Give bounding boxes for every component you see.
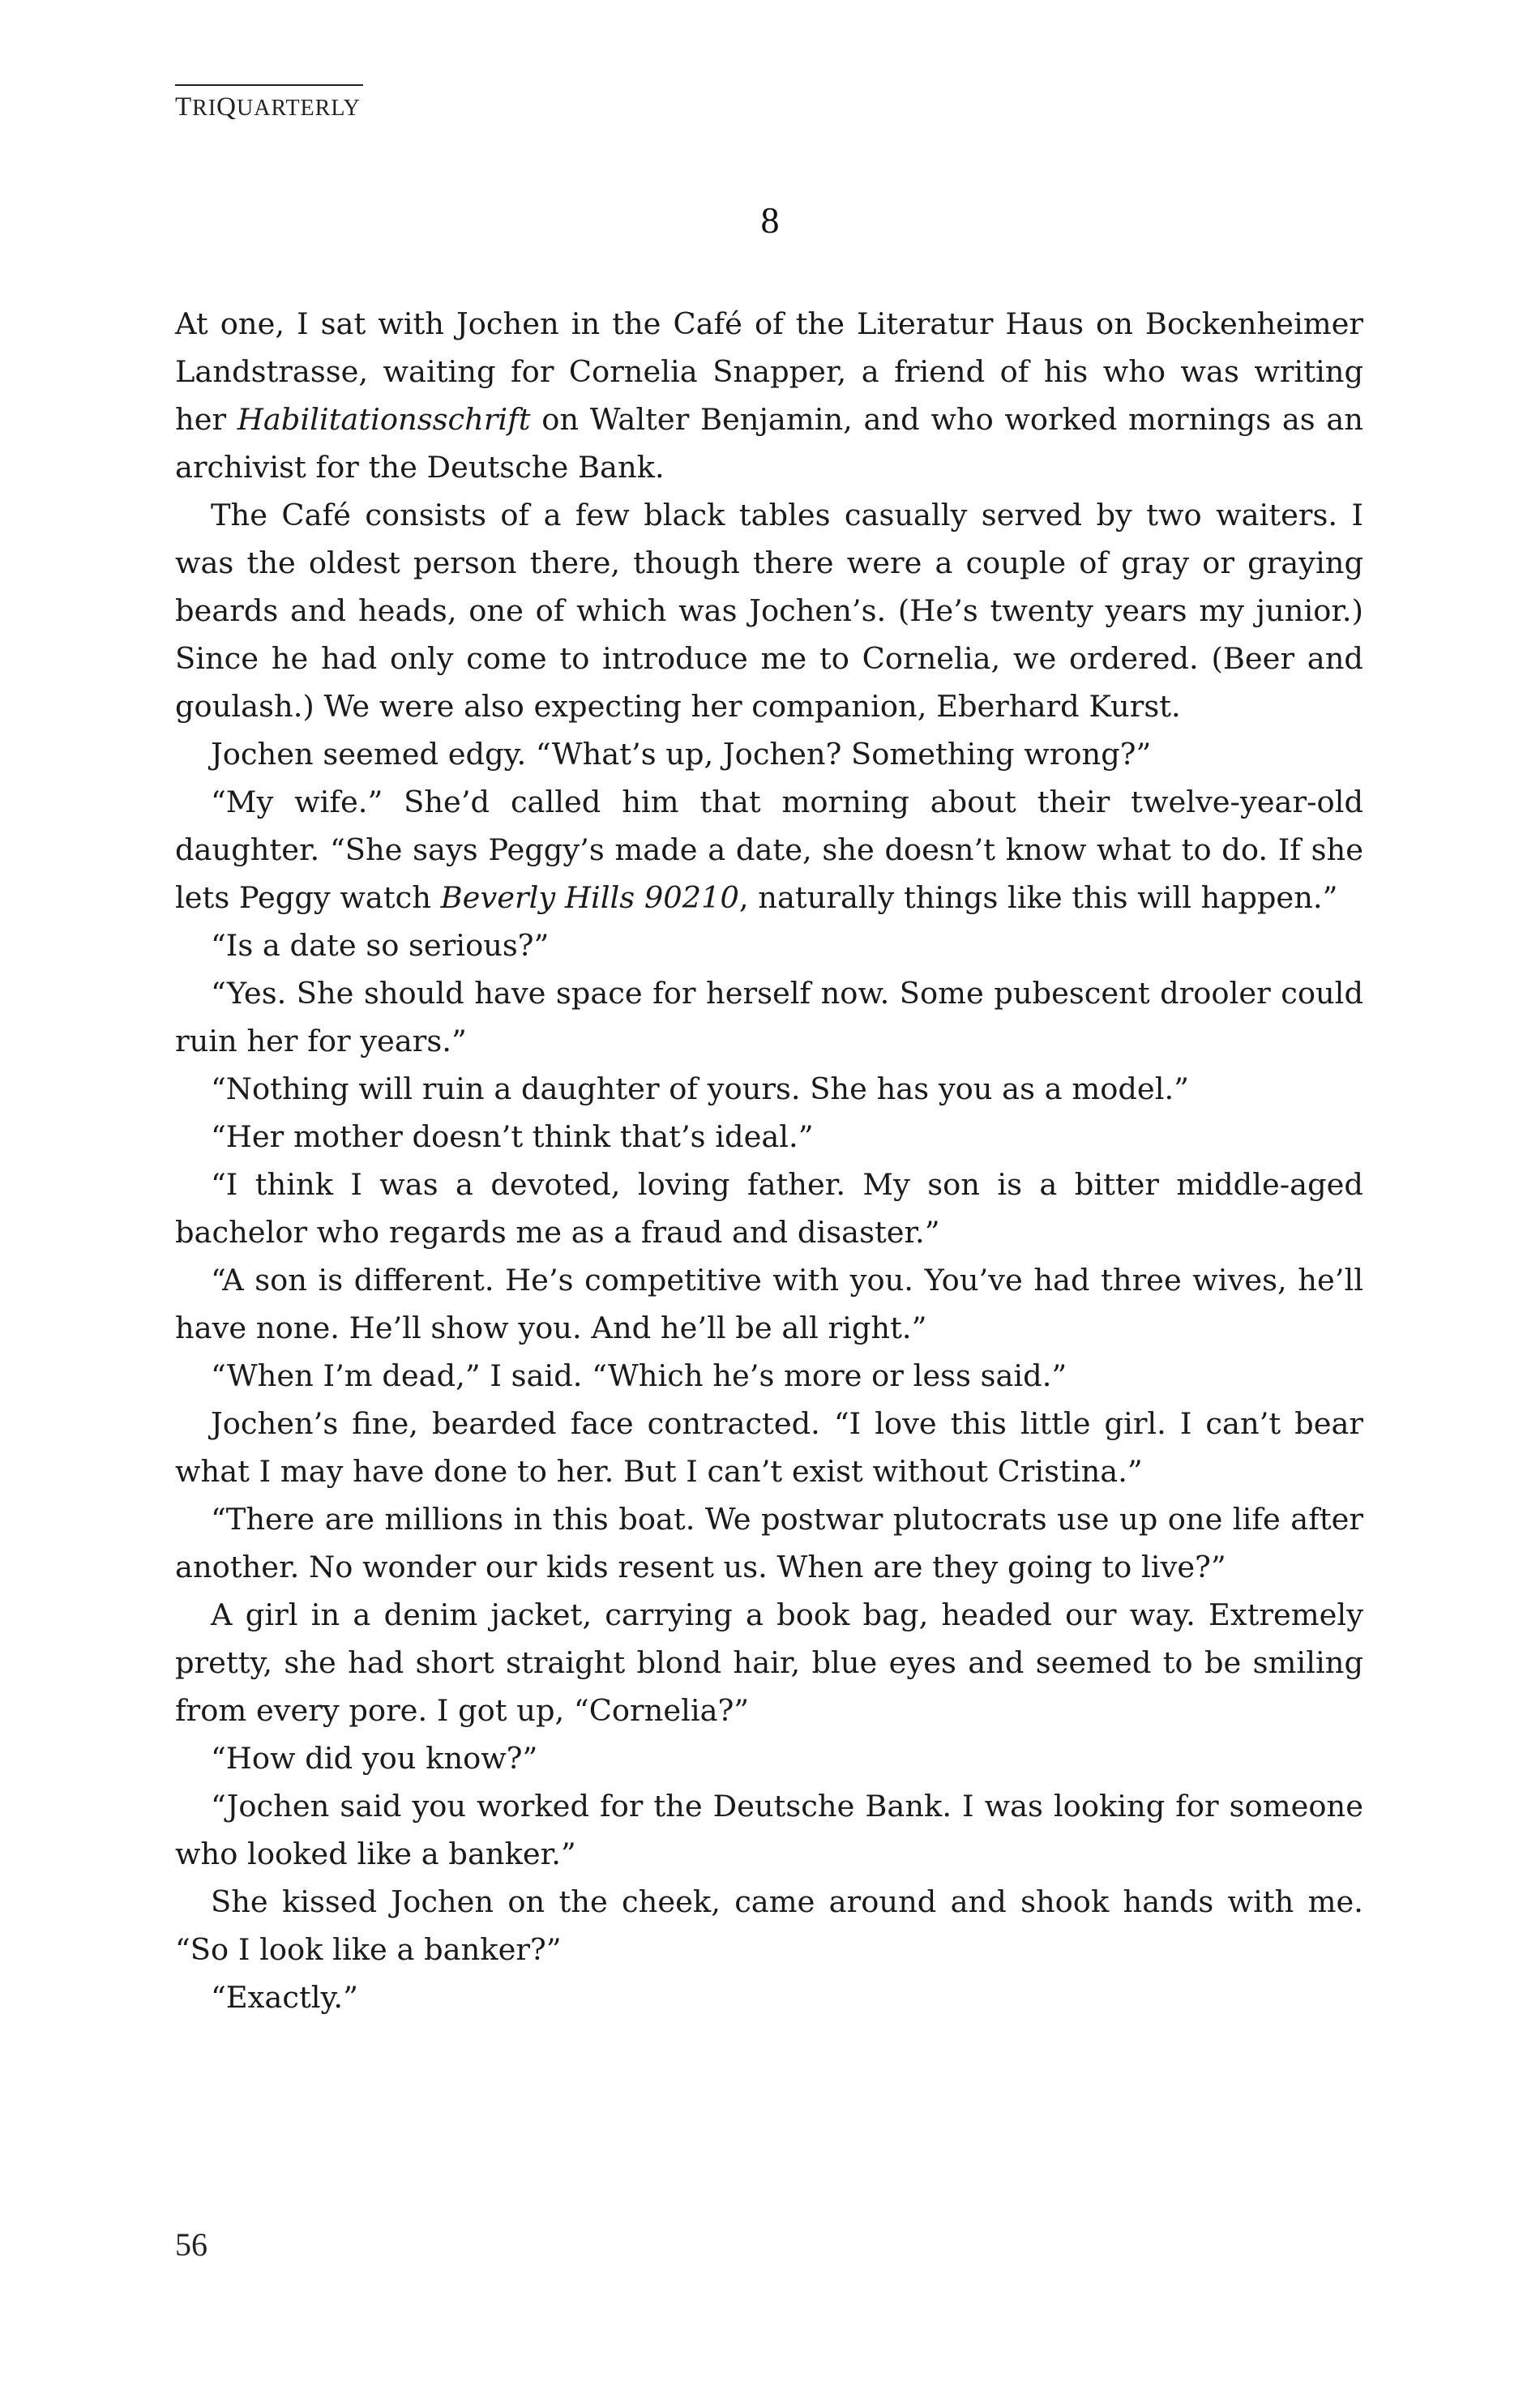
running-head-initial: T [175, 92, 193, 122]
paragraph: “Her mother doesn’t think that’s ideal.” [211, 1119, 814, 1154]
paragraph: “There are millions in this boat. We postwar plutocrats use up one life after another. No wonder our kids resent us. When are they going to live?” [175, 1502, 1363, 1584]
paragraph: Jochen’s fine, bearded face contracted. “I love this little girl. I can’t bear what I may have done to her. But I can’t exist without Cristina.” [175, 1406, 1363, 1489]
body-text [175, 300, 1363, 2021]
page-number: 56 [175, 2226, 207, 2263]
running-head-initial2: Q [216, 92, 237, 122]
paragraph: “Jochen said you worked for the Deutsche Bank. I was looking for someone who looked like a banker.” [175, 1789, 1363, 1871]
paragraph: At one, I sat with Jochen in the Café of the Literatur Haus on Bockenheimer Landstrasse, waiting for Cornelia Snapper, a friend of his who was writing her Habilitationsschrift on Walter Benjamin, and who worked mornings as an archivist for the Deutsche Bank. [175, 306, 1363, 485]
paragraph: She kissed Jochen on the cheek, came around and shook hands with me. “So I look like a banker?” [175, 1884, 1363, 1967]
paragraph: “Is a date so serious?” [211, 928, 550, 963]
paragraph: “When I’m dead,” I said. “Which he’s more or less said.” [211, 1358, 1067, 1393]
paragraph: “Exactly.” [211, 1980, 358, 2015]
running-head [175, 92, 361, 122]
section-number: 8 [760, 199, 780, 241]
paragraph: “I think I was a devoted, loving father. My son is a bitter middle-aged bachelor who regards me as a fraud and disaster.” [175, 1167, 1363, 1250]
running-head-part2: UARTERLY [237, 96, 361, 121]
italic-title: Beverly Hills 90210 [440, 880, 739, 915]
paragraph: The Café consists of a few black tables casually served by two waiters. I was the oldest person there, though there were a couple of gray or graying beards and heads, one of which was Jochen’s. (He’s twenty years my junior.) Since he had only come to introduce me to Cornelia, we ordered. (Beer and goulash.) We were also expecting her companion, Eberhard Kurst. [175, 498, 1363, 724]
paragraph: A girl in a denim jacket, carrying a book bag, headed our way. Extremely pretty, she had short straight blond hair, blue eyes and seemed to be smiling from every pore. I got up, “Cornelia?” [175, 1597, 1363, 1728]
paragraph: Jochen seemed edgy. “What’s up, Jochen? Something wrong?” [211, 737, 1152, 772]
paragraph: “Yes. She should have space for herself now. Some pubescent drooler could ruin her for years.” [175, 976, 1363, 1058]
running-head-rule [175, 84, 363, 86]
paragraph: “Nothing will ruin a daughter of yours. She has you as a model.” [211, 1071, 1189, 1106]
paragraph: “How did you know?” [211, 1741, 538, 1776]
italic-title: Habilitationsschrift [237, 402, 531, 437]
paragraph: “A son is different. He’s competitive with you. You’ve had three wives, he’ll have none. He’ll show you. And he’ll be all right.” [175, 1263, 1363, 1345]
running-head-part1: RI [192, 96, 217, 121]
paragraph: “My wife.” She’d called him that morning about their twelve-year-old daughter. “She says Peggy’s made a date, she doesn’t know what to do. If she lets Peggy watch Beverly Hills 90210, naturally things like this will happen.” [175, 785, 1363, 915]
